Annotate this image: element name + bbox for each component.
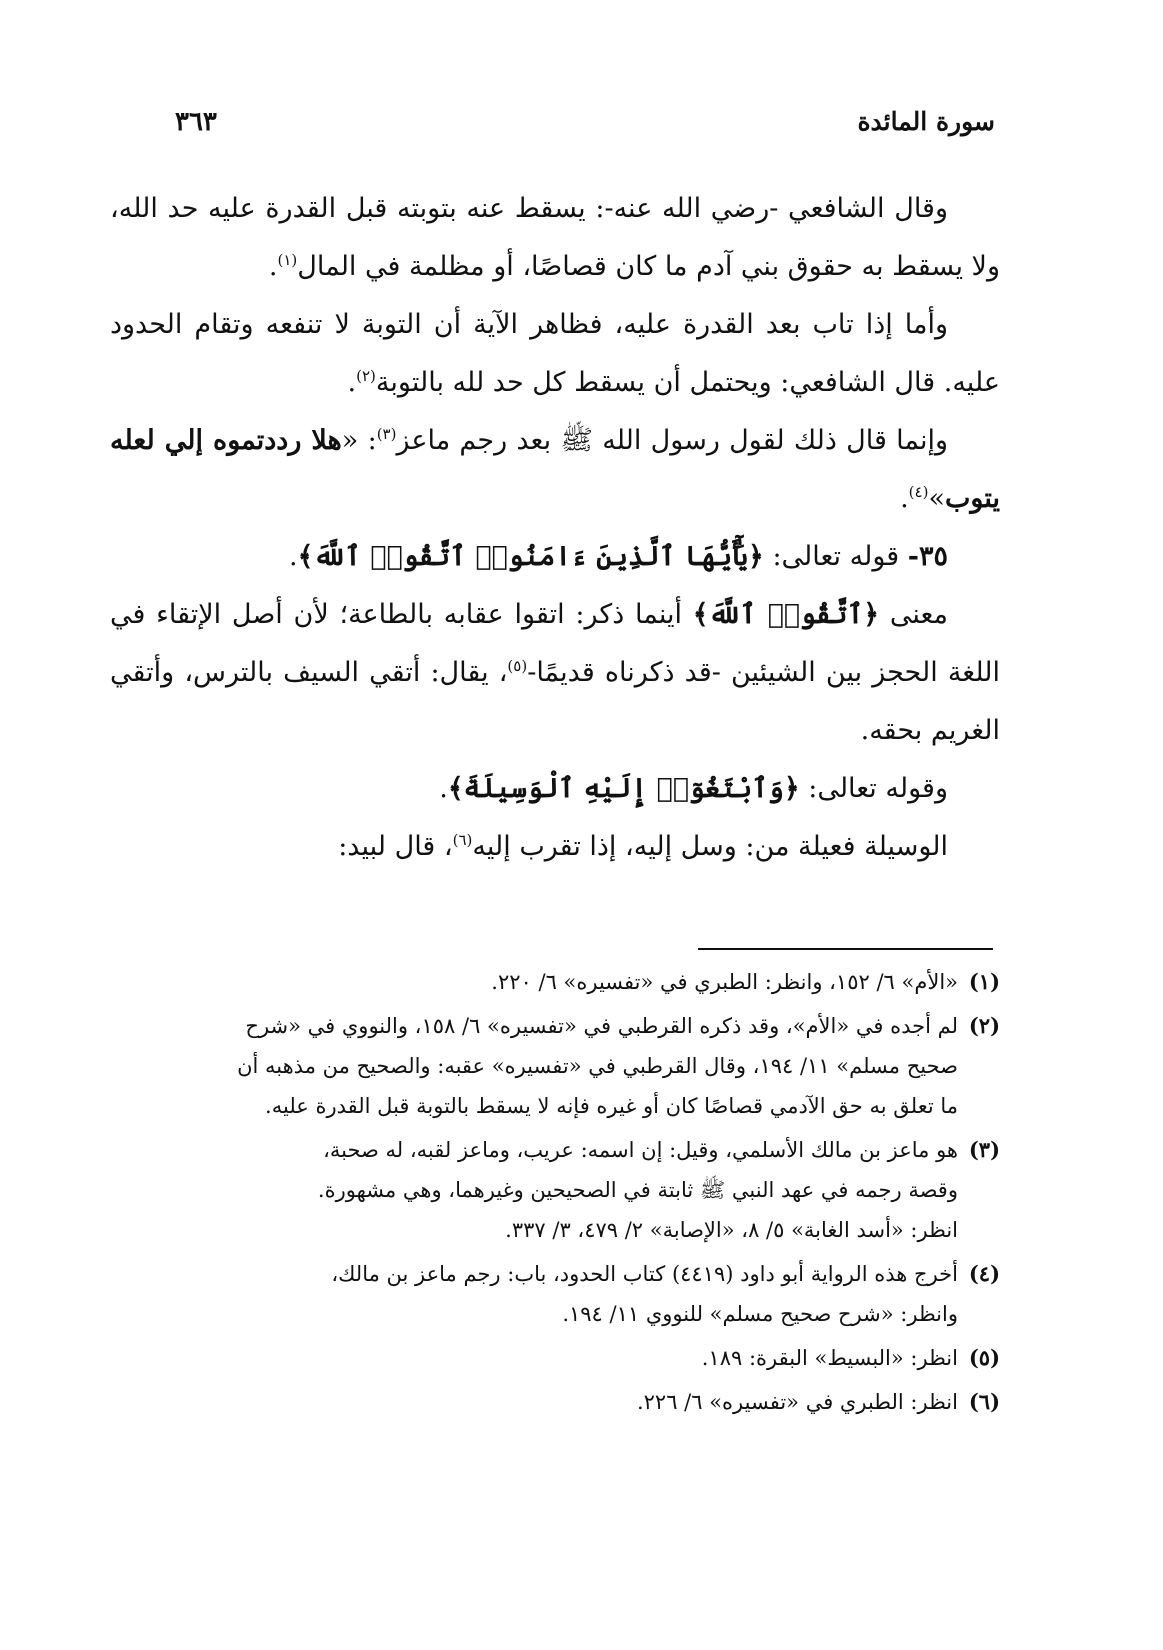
- footnote-ref: (٥): [507, 657, 528, 675]
- paragraph-meaning: [110, 586, 1000, 760]
- punctuation: .: [900, 483, 909, 514]
- page-header: [175, 102, 995, 142]
- hadith-quote: هلا رددتموه إلي لعله يتوب: [110, 425, 1000, 514]
- footnote-2: [110, 1006, 1000, 1126]
- punctuation: »: [928, 483, 945, 514]
- footnote-number: (٢): [968, 1013, 1000, 1038]
- footnote-5: [110, 1338, 1000, 1378]
- paragraph-text: ، قال لبيد:: [338, 831, 453, 862]
- paragraph-text: معنى: [879, 599, 948, 630]
- footnote-ref: (٦): [452, 831, 473, 849]
- punctuation: .: [268, 251, 278, 282]
- footnote-separator: [698, 948, 993, 950]
- quran-quote: ﴿يَٰٓأَيُّهَا ٱلَّذِينَ ءَامَنُوا۟ ٱتَّقُوا۟ ٱللَّهَ﴾: [297, 541, 764, 572]
- punctuation: .: [288, 541, 298, 572]
- footnote-number: (٥): [968, 1345, 1000, 1370]
- punctuation: : «: [341, 425, 377, 456]
- verse-quote-line: [110, 760, 1000, 818]
- footnote-line: أخرج هذه الرواية أبو داود (٤٤١٩) كتاب الحدود، باب: رجم ماعز بن مالك،: [331, 1262, 958, 1286]
- footnote-number: (٣): [968, 1137, 1000, 1162]
- footnote-line: لم أجده في «الأم»، وقد ذكره القرطبي في «تفسيره» ٦/ ١٥٨، والنووي في «شرح: [245, 1014, 958, 1038]
- footnote-1: [110, 962, 1000, 1002]
- footnote-ref: (٤): [908, 483, 929, 501]
- footnote-ref: (١): [277, 251, 298, 269]
- paragraph-text: وقال الشافعي -رضي الله عنه-: يسقط عنه بتوبته قبل القدرة عليه حد الله، ولا يسقط به حقوق بني آدم ما كان قصاصًا، أو مظلمة في المال: [110, 193, 1000, 282]
- paragraph-text: قوله تعالى:: [763, 541, 908, 572]
- paragraph-after-capture: [110, 296, 1000, 412]
- footnote-6: [110, 1382, 1000, 1422]
- footnote-line: «الأم» ٦/ ١٥٢، وانظر: الطبري في «تفسيره» ٦/ ٢٢٠.: [491, 970, 958, 994]
- page-number: ٣٦٣: [175, 107, 217, 137]
- paragraph-text: وأما إذا تاب بعد القدرة عليه، فظاهر الآية أن التوبة لا تنفعه وتقام الحدود عليه. قال الشافعي: ويحتمل أن يسقط كل حد لله بالتوبة: [110, 309, 1000, 398]
- paragraph-text: الوسيلة فعيلة من: وسل إليه، إذا تقرب إليه: [472, 831, 948, 862]
- paragraph-text: وإنما قال ذلك لقول رسول الله ﷺ بعد رجم ماعز: [396, 425, 949, 456]
- footnote-line: هو ماعز بن مالك الأسلمي، وقيل: إن اسمه: عريب، وماعز لقبه، له صحبة،: [323, 1138, 958, 1162]
- punctuation: .: [439, 773, 448, 804]
- footnote-line: وانظر: «شرح صحيح مسلم» للنووي ١١/ ١٩٤.: [562, 1302, 958, 1326]
- footnote-line: انظر: «البسيط» البقرة: ١٨٩.: [701, 1346, 958, 1370]
- footnote-ref: (٢): [356, 367, 376, 385]
- paragraph-shafii: [110, 180, 1000, 296]
- footnote-4: [110, 1254, 1000, 1334]
- punctuation: .: [347, 367, 357, 398]
- footnote-line: انظر: الطبري في «تفسيره» ٦/ ٢٢٦.: [636, 1390, 958, 1414]
- footnote-number: (١): [968, 969, 1000, 994]
- paragraph-text: أينما ذكر: اتقوا عقابه بالطاعة؛ لأن أصل الإتقاء في اللغة الحجز بين الشيئين -قد ذكرناه قديمًا-: [110, 599, 1001, 688]
- paragraph-wasila: [110, 818, 1000, 876]
- paragraph-hadith: [110, 412, 1000, 528]
- footnote-line: انظر: «أسد الغابة» ٥/ ٨، «الإصابة» ٢/ ٤٧٩، ٣/ ٣٣٧.: [505, 1218, 958, 1242]
- paragraph-text: ، يقال: أتقي السيف بالترس، وأتقي الغريم بحقه.: [110, 657, 1000, 746]
- verse-heading: [110, 528, 1000, 586]
- quran-quote: ﴿وَٱبْتَغُوٓا۟ إِلَيْهِ ٱلْوَسِيلَةَ﴾: [447, 773, 800, 804]
- paragraph-text: وقوله تعالى:: [799, 773, 948, 804]
- footnote-3: [110, 1130, 1000, 1250]
- quran-quote: ﴿ٱتَّقُوا۟ ٱللَّهَ﴾: [692, 599, 880, 630]
- footnote-ref: (٣): [376, 425, 397, 443]
- footnote-number: (٦): [968, 1389, 1000, 1414]
- footnote-line: ما تعلق به حق الآدمي قصاصًا كان أو غيره فإنه لا يسقط بالتوبة قبل القدرة عليه.: [265, 1094, 958, 1118]
- footnotes: [110, 962, 1000, 1426]
- verse-number: ٣٥-: [907, 541, 948, 572]
- surah-title: سورة المائدة: [857, 107, 995, 136]
- footnote-number: (٤): [968, 1261, 1000, 1286]
- main-text: [110, 180, 1000, 876]
- footnote-line: صحيح مسلم» ١١/ ١٩٤، وقال القرطبي في «تفسيره» عقبه: والصحيح من مذهبه أن: [237, 1054, 958, 1078]
- footnote-line: وقصة رجمه في عهد النبي ﷺ ثابتة في الصحيحين وغيرهما، وهي مشهورة.: [317, 1178, 958, 1202]
